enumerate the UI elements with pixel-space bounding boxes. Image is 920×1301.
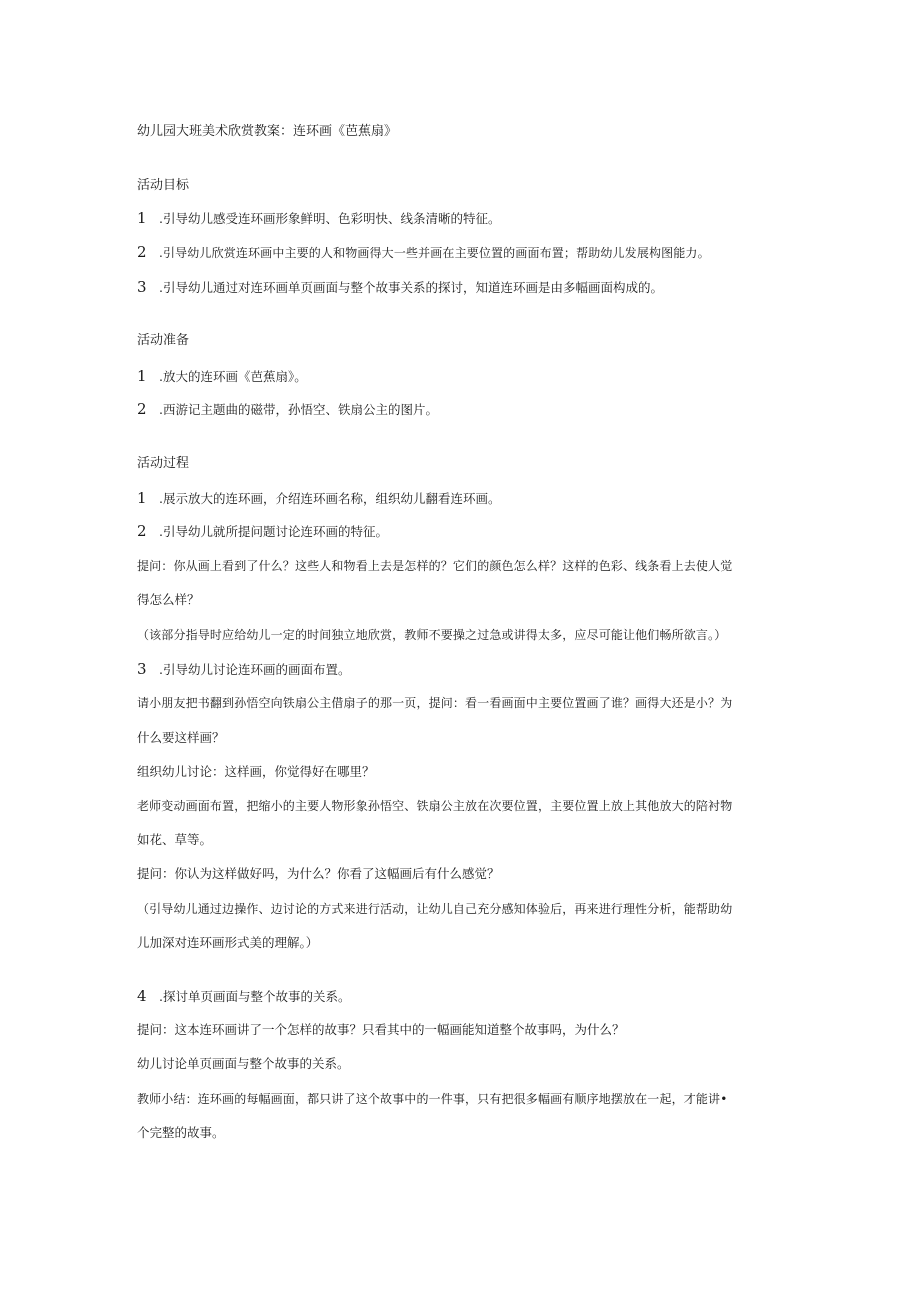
item-number: 4 — [137, 987, 147, 1005]
item-text: .引导幼儿讨论连环画的画面布置。 — [159, 662, 351, 677]
process-item-3 — [137, 661, 787, 678]
process-item-1 — [137, 490, 787, 507]
item-text: .引导幼儿欣赏连环画中主要的人和物画得大一些并画在主要位置的画面布置；帮助幼儿发展构图能力。 — [159, 246, 710, 260]
item-number: 2 — [137, 522, 147, 540]
item-number: 2 — [137, 243, 147, 261]
goal-item-3 — [137, 279, 787, 296]
section-heading-process: 活动过程 — [137, 456, 190, 471]
item-text: .探讨单页画面与整个故事的关系。 — [159, 989, 351, 1004]
paragraph-line: 提问：你认为这样做好吗，为什么？你看了这幅画后有什么感觉？ — [137, 866, 500, 881]
paragraph-line: 教师小结：连环画的每幅画面，都只讲了这个故事中的一件事，只有把很多幅画有顺序地摆放在一起，才能讲• — [137, 1092, 728, 1106]
item-number: 1 — [137, 489, 147, 507]
item-text: .西游记主题曲的磁带，孙悟空、铁扇公主的图片。 — [159, 402, 438, 417]
item-number: 2 — [137, 400, 147, 418]
paragraph-line: 请小朋友把书翻到孙悟空向铁扇公主借扇子的那一页，提问：看一看画面中主要位置画了谁？画得大还是小？为 — [137, 696, 733, 710]
paragraph-line: （该部分指导时应给幼儿一定的时间独立地欣赏，教师不要操之过急或讲得太多，应尽可能让他们畅所欲言。） — [137, 628, 727, 642]
paragraph-line: 提问：你从画上看到了什么？这些人和物看上去是怎样的？它们的颜色怎么样？这样的色彩、线条看上去使人觉 — [137, 559, 733, 573]
item-text: .引导幼儿通过对连环画单页画面与整个故事关系的探讨，知道连环画是由多幅画面构成的。 — [159, 280, 663, 295]
item-number: 1 — [137, 367, 147, 385]
item-text: .引导幼儿感受连环画形象鲜明、色彩明快、线条清晰的特征。 — [159, 211, 501, 226]
item-text: .引导幼儿就所提问题讨论连环画的特征。 — [159, 524, 388, 539]
process-item-4 — [137, 988, 787, 1005]
document-title: 幼儿园大班美术欣赏教案：连环画《芭蕉扇》 — [137, 124, 398, 139]
paragraph-line: 提问：这本连环画讲了一个怎样的故事？只看其中的一幅画能知道整个故事吗，为什么？ — [137, 1022, 625, 1037]
goal-item-2 — [137, 244, 787, 261]
paragraph-line: 什么要这样画？ — [137, 730, 225, 745]
prep-item-2 — [137, 401, 787, 418]
section-heading-preparation: 活动准备 — [137, 333, 190, 348]
paragraph-line: 组织幼儿讨论：这样画，你觉得好在哪里？ — [137, 764, 375, 779]
paragraph-line: 得怎么样？ — [137, 592, 200, 607]
item-text: .展示放大的连环画，介绍连环画名称，组织幼儿翻看连环画。 — [159, 491, 501, 506]
item-number: 1 — [137, 209, 147, 227]
item-number: 3 — [137, 278, 147, 296]
paragraph-line: 幼儿讨论单页画面与整个故事的关系。 — [137, 1056, 350, 1071]
paragraph-line: 个完整的故事。 — [137, 1125, 225, 1140]
paragraph-line: （引导幼儿通过边操作、边讨论的方式来进行活动，让幼儿自己充分感知体验后，再来进行理性分析，能帮助幼 — [137, 902, 733, 916]
item-number: 3 — [137, 660, 147, 678]
paragraph-line: 老师变动画面布置，把缩小的主要人物形象孙悟空、铁扇公主放在次要位置，主要位置上放上其他放大的陪衬物 — [137, 799, 733, 813]
paragraph-line: 如花、草等。 — [137, 832, 213, 847]
paragraph-line: 儿加深对连环画形式美的理解。） — [137, 935, 319, 950]
process-item-2 — [137, 523, 787, 540]
item-text: .放大的连环画《芭蕉扇》。 — [159, 369, 307, 384]
goal-item-1 — [137, 210, 787, 227]
prep-item-1 — [137, 368, 787, 385]
section-heading-goals: 活动目标 — [137, 178, 190, 193]
